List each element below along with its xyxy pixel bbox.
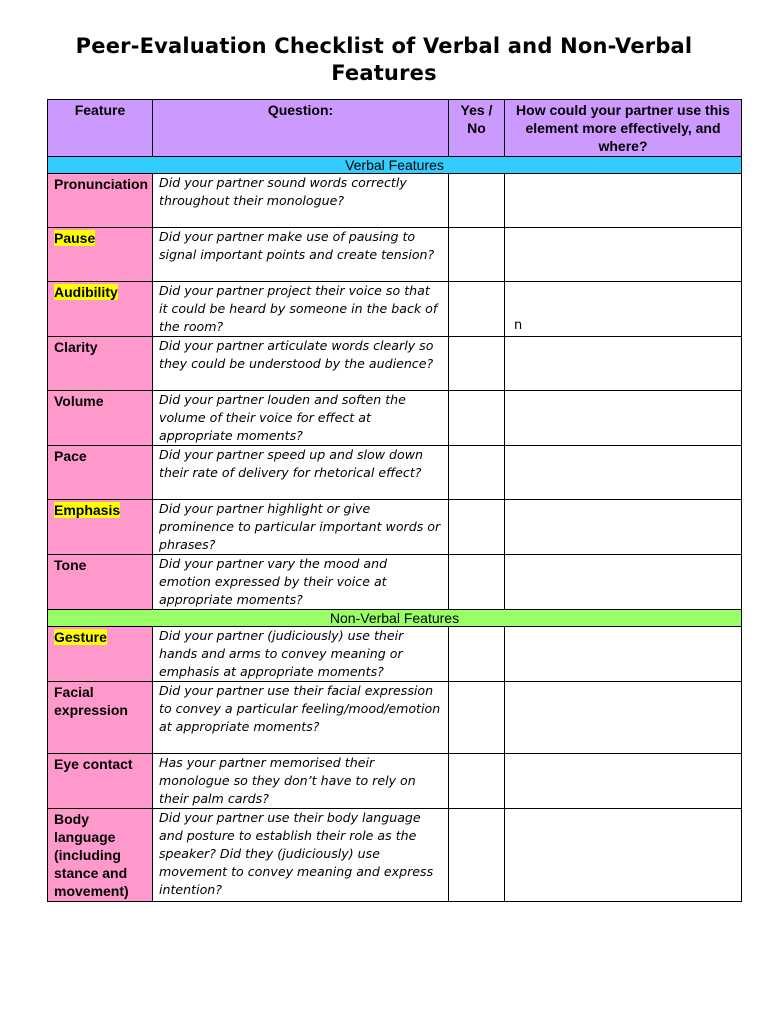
- table-row: [48, 174, 742, 228]
- yes-no-cell[interactable]: [449, 391, 505, 446]
- table-row: [48, 391, 742, 446]
- how-cell[interactable]: [505, 682, 742, 754]
- table-row: [48, 754, 742, 809]
- feature-cell: [48, 174, 153, 228]
- question-cell: Did your partner speed up and slow down their rate of delivery for rhetorical effect?: [153, 446, 449, 500]
- how-cell[interactable]: [505, 228, 742, 282]
- table-row: [48, 627, 742, 682]
- how-cell[interactable]: n: [505, 282, 742, 337]
- yes-no-cell[interactable]: [449, 228, 505, 282]
- feature-cell: [48, 555, 153, 610]
- feature-cell: [48, 809, 153, 902]
- feature-cell: [48, 282, 153, 337]
- feature-label: Pause: [54, 230, 96, 246]
- yes-no-cell[interactable]: [449, 446, 505, 500]
- question-cell: Did your partner (judiciously) use their hands and arms to convey meaning or emphasis at appropriate moments?: [153, 627, 449, 682]
- table-row: [48, 282, 742, 337]
- yes-no-cell[interactable]: [449, 809, 505, 902]
- section-row-nonverbal: [48, 610, 742, 627]
- question-cell: Did your partner highlight or give prominence to particular important words or phrases?: [153, 500, 449, 555]
- table-header-row: [48, 100, 742, 157]
- feature-cell: [48, 500, 153, 555]
- header-how: How could your partner use this element more effectively, and where?: [505, 100, 742, 157]
- feature-cell: [48, 627, 153, 682]
- how-cell[interactable]: [505, 337, 742, 391]
- feature-cell: [48, 682, 153, 754]
- how-cell[interactable]: [505, 754, 742, 809]
- yes-no-cell[interactable]: [449, 682, 505, 754]
- how-cell[interactable]: [505, 174, 742, 228]
- yes-no-cell[interactable]: [449, 282, 505, 337]
- table-row: [48, 446, 742, 500]
- question-cell: Did your partner use their body language and posture to establish their role as the speaker? Did they (judiciously) use movement to convey meaning and express intention?: [153, 809, 449, 902]
- table-row: [48, 555, 742, 610]
- table-row: [48, 228, 742, 282]
- question-cell: Did your partner louden and soften the volume of their voice for effect at appropriate moments?: [153, 391, 449, 446]
- feature-label: Eye contact: [54, 756, 133, 772]
- how-cell[interactable]: [505, 627, 742, 682]
- question-cell: Did your partner use their facial expression to convey a particular feeling/mood/emotion at appropriate moments?: [153, 682, 449, 754]
- feature-label: Body language (including stance and movement): [54, 811, 129, 899]
- checklist-table: [47, 99, 742, 902]
- table-row: [48, 809, 742, 902]
- feature-label: Clarity: [54, 339, 98, 355]
- question-cell: Did your partner project their voice so that it could be heard by someone in the back of the room?: [153, 282, 449, 337]
- how-cell[interactable]: [505, 391, 742, 446]
- question-cell: Did your partner sound words correctly throughout their monologue?: [153, 174, 449, 228]
- feature-label: Audibility: [54, 284, 118, 300]
- question-cell: Did your partner make use of pausing to signal important points and create tension?: [153, 228, 449, 282]
- question-cell: Has your partner memorised their monologue so they don’t have to rely on their palm cards?: [153, 754, 449, 809]
- feature-label: Volume: [54, 393, 104, 409]
- header-question: Question:: [153, 100, 449, 157]
- feature-label: Emphasis: [54, 502, 121, 518]
- feature-label: Facial expression: [54, 684, 128, 718]
- yes-no-cell[interactable]: [449, 754, 505, 809]
- feature-cell: [48, 754, 153, 809]
- section-row-verbal: [48, 157, 742, 174]
- feature-cell: [48, 446, 153, 500]
- question-cell: Did your partner vary the mood and emotion expressed by their voice at appropriate moments?: [153, 555, 449, 610]
- header-yes-no: Yes / No: [449, 100, 505, 157]
- feature-label: Pace: [54, 448, 87, 464]
- yes-no-cell[interactable]: [449, 337, 505, 391]
- feature-label: Gesture: [54, 629, 107, 645]
- how-cell[interactable]: [505, 555, 742, 610]
- yes-no-cell[interactable]: [449, 627, 505, 682]
- section-label-nonverbal: Non-Verbal Features: [48, 610, 742, 627]
- table-row: [48, 500, 742, 555]
- header-feature: Feature: [48, 100, 153, 157]
- question-cell: Did your partner articulate words clearly so they could be understood by the audience?: [153, 337, 449, 391]
- yes-no-cell[interactable]: [449, 174, 505, 228]
- section-label-verbal: Verbal Features: [48, 157, 742, 174]
- feature-label: Tone: [54, 557, 87, 573]
- how-cell[interactable]: [505, 446, 742, 500]
- page-title: Peer-Evaluation Checklist of Verbal and Non-Verbal Features: [75, 34, 693, 85]
- table-row: [48, 682, 742, 754]
- how-cell[interactable]: [505, 809, 742, 902]
- feature-label: Pronunciation: [54, 176, 149, 192]
- feature-cell: [48, 228, 153, 282]
- table-row: [48, 337, 742, 391]
- feature-cell: [48, 391, 153, 446]
- feature-cell: [48, 337, 153, 391]
- yes-no-cell[interactable]: [449, 500, 505, 555]
- table-body: [48, 157, 742, 902]
- yes-no-cell[interactable]: [449, 555, 505, 610]
- how-cell[interactable]: [505, 500, 742, 555]
